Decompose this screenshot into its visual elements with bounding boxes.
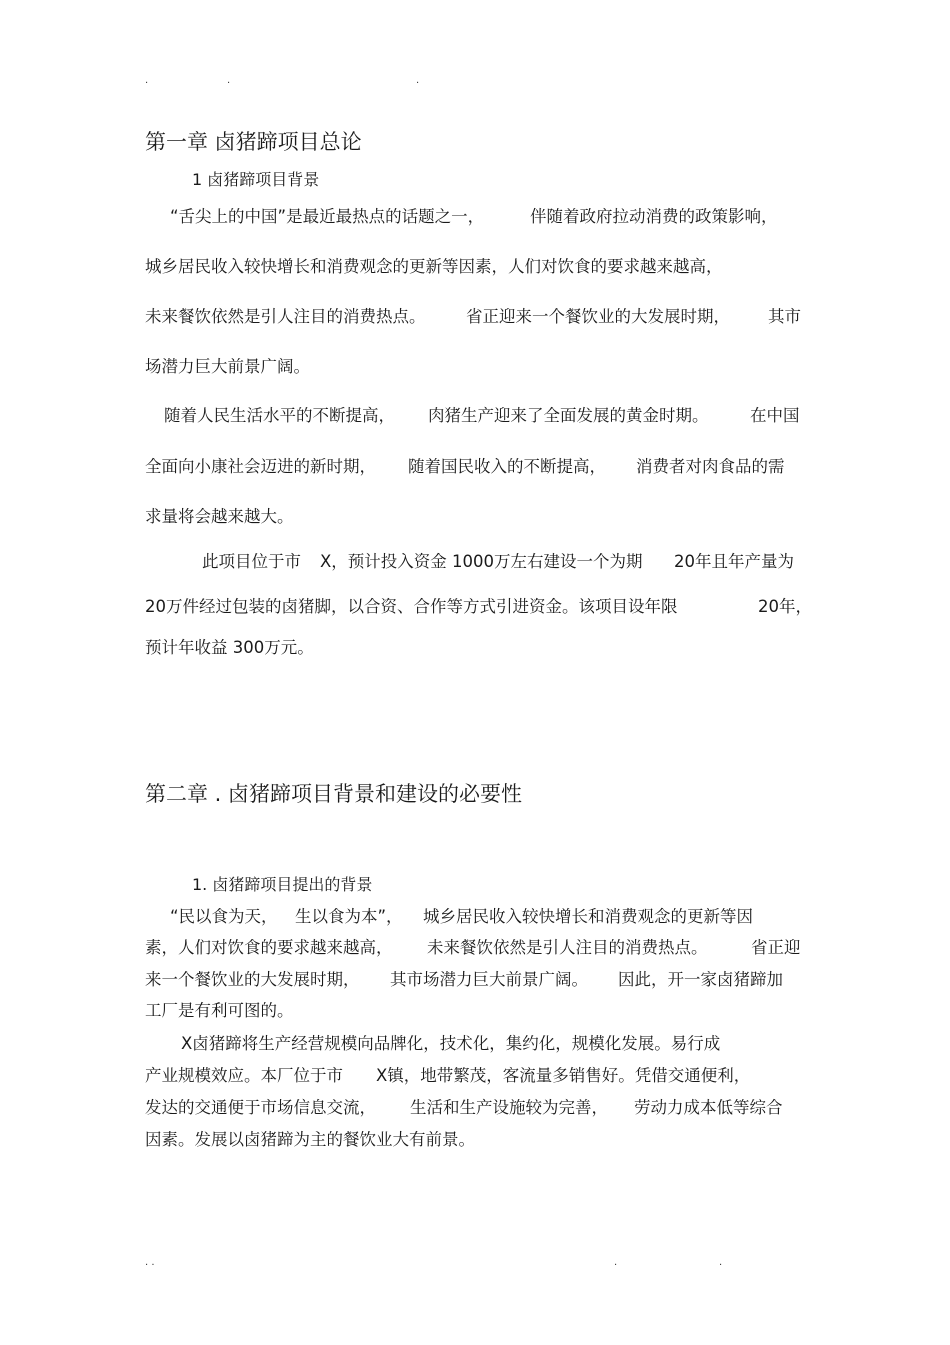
chapter-2-title: 第二章 . 卤猪蹄项目背景和建设的必要性 xyxy=(145,782,523,806)
text-line: 因素。发展以卤猪蹄为主的餐饮业大有前景。 xyxy=(145,1130,475,1149)
text-line: 全面向小康社会迈进的新时期， xyxy=(145,457,376,476)
text-line: 场潜力巨大前景广阔。 xyxy=(145,357,310,376)
text-line: 省正迎来一个餐饮业的大发展时期， xyxy=(466,307,730,326)
header-dot: . xyxy=(145,75,149,86)
footer-dot: . . xyxy=(145,1257,155,1268)
text-line: 生活和生产设施较为完善， xyxy=(410,1098,608,1117)
text-line: 消费者对肉食品的需 xyxy=(636,457,785,476)
text-line: 随着国民收入的不断提高， xyxy=(408,457,606,476)
text-line: 工厂是有利可图的。 xyxy=(145,1001,294,1020)
text-line: X镇，地带繁茂，客流量多销售好。凭借交通便利， xyxy=(376,1066,751,1085)
text-line: 城乡居民收入较快增长和消费观念的更新等因素，人们对饮食的要求越来越高， xyxy=(145,257,723,276)
text-line: 20万件经过包装的卤猪脚，以合资、合作等方式引进资金。该项目设年限 xyxy=(145,597,678,616)
footer-dot: . xyxy=(719,1257,723,1268)
chapter-1-section-title: 1 卤猪蹄项目背景 xyxy=(192,170,320,189)
text-line: 其市场潜力巨大前景广阔。 xyxy=(390,970,588,989)
text-line: X，预计投入资金 1000万左右建设一个为期 xyxy=(320,552,643,571)
text-line: 在中国 xyxy=(750,406,800,425)
text-line: “舌尖上的中国”是最近最热点的话题之一， xyxy=(170,207,485,226)
text-line: 劳动力成本低等综合 xyxy=(634,1098,783,1117)
header-dot: . xyxy=(227,75,231,86)
text-line: 其市 xyxy=(768,307,801,326)
text-line: 求量将会越来越大。 xyxy=(145,507,294,526)
text-line: 素，人们对饮食的要求越来越高， xyxy=(145,938,393,957)
text-line: 城乡居民收入较快增长和消费观念的更新等因 xyxy=(423,907,753,926)
text-line: 20年， xyxy=(758,597,812,616)
text-line: 20年且年产量为 xyxy=(674,552,794,571)
text-line: 发达的交通便于市场信息交流， xyxy=(145,1098,376,1117)
text-line: 预计年收益 300万元。 xyxy=(145,638,314,657)
text-line: 伴随着政府拉动消费的政策影响， xyxy=(530,207,778,226)
text-line: 未来餐饮依然是引人注目的消费热点。 xyxy=(427,938,708,957)
text-line: 省正迎 xyxy=(751,938,801,957)
text-line: 随着人民生活水平的不断提高， xyxy=(164,406,395,425)
text-line: X卤猪蹄将生产经营规模向品牌化，技术化，集约化，规模化发展。易行成 xyxy=(181,1034,721,1053)
text-line: 生以食为本”， xyxy=(295,907,403,926)
text-line: 因此，开一家卤猪蹄加 xyxy=(618,970,783,989)
chapter-2-section-title: 1. 卤猪蹄项目提出的背景 xyxy=(192,875,373,894)
header-dot: . xyxy=(416,75,420,86)
chapter-1-title: 第一章 卤猪蹄项目总论 xyxy=(145,130,362,154)
text-line: 此项目位于市 xyxy=(202,552,301,571)
text-line: “民以食为天， xyxy=(170,907,278,926)
text-line: 未来餐饮依然是引人注目的消费热点。 xyxy=(145,307,426,326)
text-line: 来一个餐饮业的大发展时期， xyxy=(145,970,360,989)
footer-dot: . xyxy=(614,1257,618,1268)
text-line: 产业规模效应。本厂位于市 xyxy=(145,1066,343,1085)
text-line: 肉猪生产迎来了全面发展的黄金时期。 xyxy=(428,406,709,425)
